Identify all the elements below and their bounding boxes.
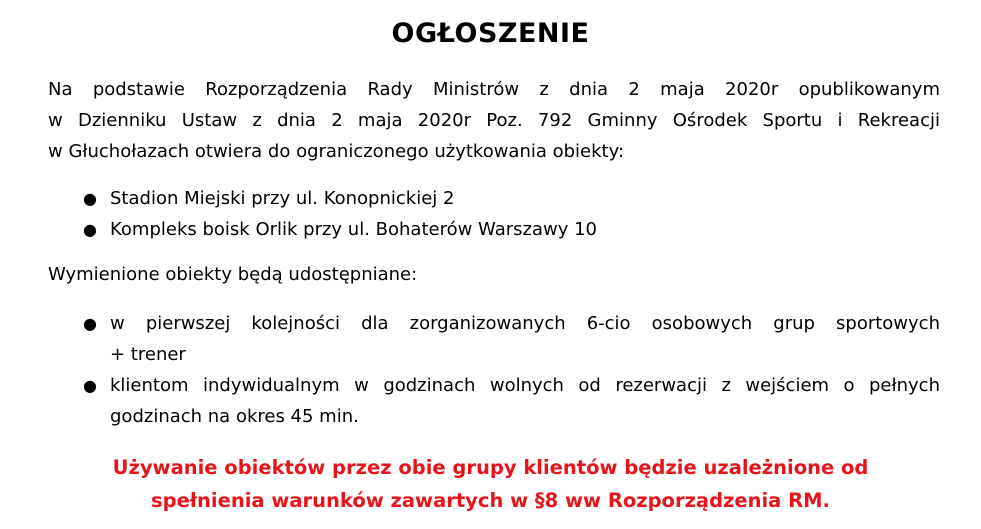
list-item [0,308,940,370]
list-item [0,183,940,214]
intro-line-1: Na podstawie Rozporządzenia Rady Ministrów z dnia 2 maja 2020r opublikowanym [48,79,940,100]
bullet-icon: ● [83,314,97,333]
bullet-icon: ● [83,220,97,239]
availability-groups-line-1: w pierwszej kolejności dla zorganizowanych 6-cio osobowych grup sportowych [110,313,940,334]
bullet-icon: ● [83,189,97,208]
facility-orlik: Kompleks boisk Orlik przy ul. Bohaterów Warszawy 10 [110,219,597,240]
availability-groups-line-2: + trener [110,344,186,365]
warning-line-2: spełnienia warunków zawartych w §8 ww Rozporządzenia RM. [151,489,830,512]
availability-individual-line-2: godzinach na okres 45 min. [110,406,359,427]
availability-intro: Wymienione obiekty będą udostępniane: [48,264,418,285]
list-item [0,214,940,245]
facilities-list [0,183,981,245]
intro-paragraph [48,74,940,167]
list-item [0,370,940,432]
availability-list [0,308,981,432]
intro-line-3: w Głuchołazach otwiera do ograniczonego użytkowania obiekty: [48,141,625,162]
bullet-icon: ● [83,376,97,395]
warning-notice [0,451,981,517]
availability-individual-line-1: klientom indywidualnym w godzinach wolnych od rezerwacji z wejściem o pełnych [110,375,940,396]
announcement-title: OGŁOSZENIE [391,18,590,49]
intro-line-2: w Dzienniku Ustaw z dnia 2 maja 2020r Poz. 792 Gminny Ośrodek Sportu i Rekreacji [48,110,940,131]
facility-stadion: Stadion Miejski przy ul. Konopnickiej 2 [110,188,455,209]
warning-line-1: Używanie obiektów przez obie grupy klientów będzie uzależnione od [112,456,869,479]
